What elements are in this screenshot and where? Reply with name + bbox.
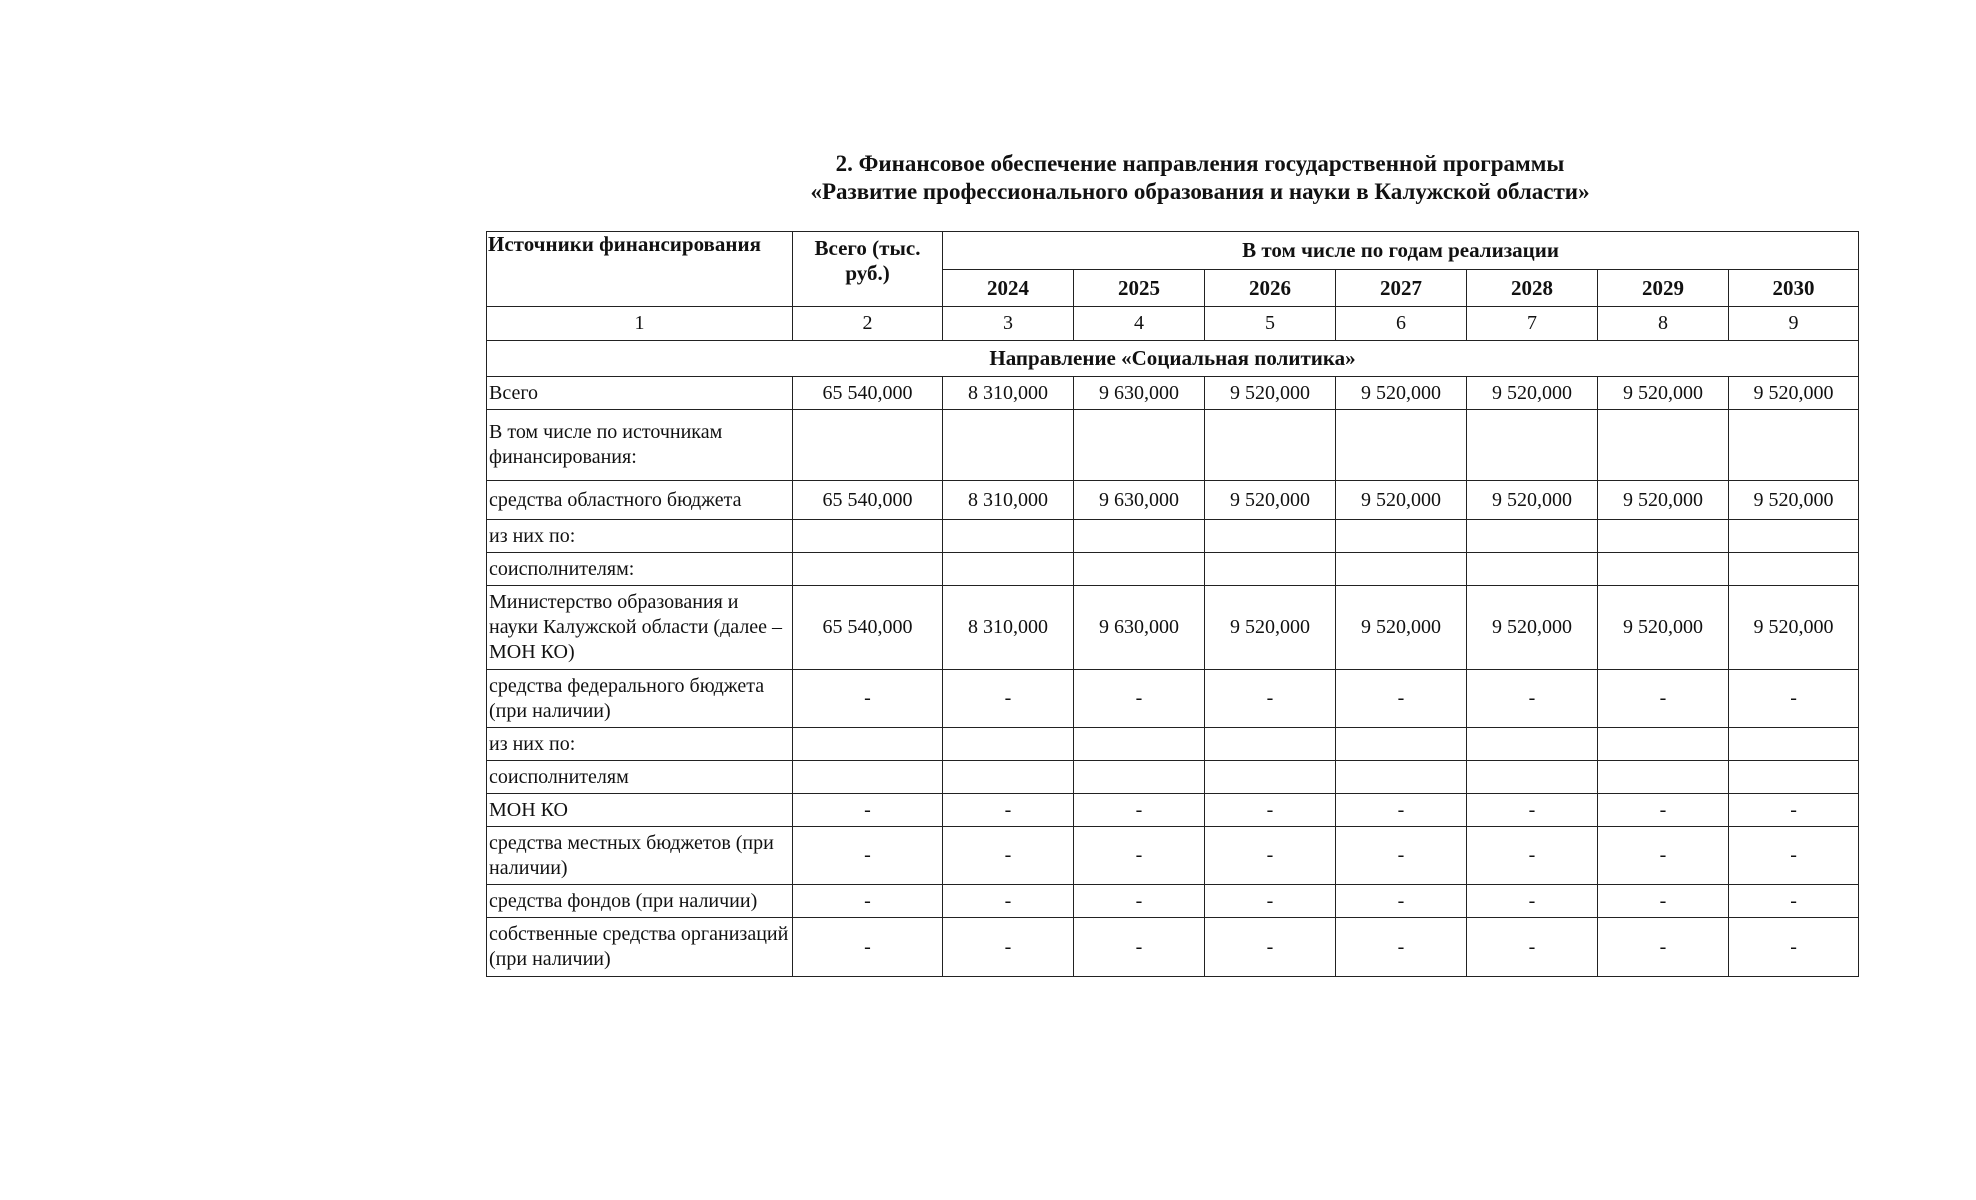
row-value: -	[943, 827, 1074, 885]
row-value	[1205, 761, 1336, 794]
row-label: соисполнителям:	[487, 553, 793, 586]
column-number: 1	[487, 307, 793, 341]
row-label: Министерство образования и науки Калужской области (далее – МОН КО)	[487, 586, 793, 670]
financing-table	[486, 231, 1859, 977]
row-value: -	[943, 794, 1074, 827]
table-row	[487, 918, 1859, 977]
row-value	[1467, 520, 1598, 553]
row-value	[1074, 553, 1205, 586]
row-value	[1336, 553, 1467, 586]
row-value: -	[1729, 670, 1859, 728]
table-row	[487, 520, 1859, 553]
row-value	[1598, 761, 1729, 794]
header-year: 2030	[1729, 270, 1859, 307]
row-value: 9 520,000	[1729, 481, 1859, 520]
column-number: 5	[1205, 307, 1336, 341]
row-value: 65 540,000	[793, 481, 943, 520]
row-label: МОН КО	[487, 794, 793, 827]
row-value	[1467, 728, 1598, 761]
row-value: 9 520,000	[1336, 377, 1467, 410]
row-value	[1467, 410, 1598, 481]
row-value: 9 520,000	[1205, 377, 1336, 410]
row-value: 65 540,000	[793, 377, 943, 410]
table-row	[487, 885, 1859, 918]
row-value: 9 520,000	[1467, 377, 1598, 410]
table-row	[487, 670, 1859, 728]
row-label: из них по:	[487, 520, 793, 553]
row-value: -	[1205, 794, 1336, 827]
header-sources: Источники финансирования	[487, 232, 793, 307]
table-row	[487, 481, 1859, 520]
row-value: -	[943, 918, 1074, 977]
row-value: -	[1205, 885, 1336, 918]
header-year: 2027	[1336, 270, 1467, 307]
section-row	[487, 341, 1859, 377]
column-number-row	[487, 307, 1859, 341]
row-value: -	[1336, 918, 1467, 977]
table-row	[487, 827, 1859, 885]
row-value	[1205, 410, 1336, 481]
row-value	[1467, 553, 1598, 586]
row-label: средства областного бюджета	[487, 481, 793, 520]
row-value: -	[1729, 794, 1859, 827]
row-value	[1729, 728, 1859, 761]
column-number: 9	[1729, 307, 1859, 341]
column-number: 4	[1074, 307, 1205, 341]
row-value: 9 520,000	[1598, 377, 1729, 410]
row-value: -	[1074, 918, 1205, 977]
row-value	[1336, 728, 1467, 761]
row-value: 9 520,000	[1598, 481, 1729, 520]
row-value	[943, 520, 1074, 553]
row-value	[793, 520, 943, 553]
row-value: -	[1336, 885, 1467, 918]
row-value: -	[1729, 827, 1859, 885]
row-value: 9 520,000	[1205, 481, 1336, 520]
column-number: 8	[1598, 307, 1729, 341]
row-value	[1598, 520, 1729, 553]
row-value: 9 520,000	[1729, 586, 1859, 670]
row-value	[793, 761, 943, 794]
row-label: средства местных бюджетов (при наличии)	[487, 827, 793, 885]
row-value	[943, 410, 1074, 481]
row-value: -	[1467, 885, 1598, 918]
row-value	[1336, 410, 1467, 481]
row-value: 8 310,000	[943, 586, 1074, 670]
header-year: 2025	[1074, 270, 1205, 307]
row-value: 9 630,000	[1074, 586, 1205, 670]
section-title: Направление «Социальная политика»	[487, 341, 1859, 377]
header-by-years: В том числе по годам реализации	[943, 232, 1859, 270]
row-value: -	[1336, 827, 1467, 885]
row-value: -	[1074, 885, 1205, 918]
row-value	[943, 728, 1074, 761]
row-value: -	[1729, 885, 1859, 918]
row-value: -	[1598, 794, 1729, 827]
row-value: -	[1467, 794, 1598, 827]
row-value	[793, 553, 943, 586]
header-total: Всего (тыс. руб.)	[793, 232, 943, 307]
row-value: 8 310,000	[943, 481, 1074, 520]
row-label: средства фондов (при наличии)	[487, 885, 793, 918]
column-number: 2	[793, 307, 943, 341]
row-value: 9 520,000	[1467, 586, 1598, 670]
row-value: -	[1467, 827, 1598, 885]
table-body	[487, 377, 1859, 977]
heading-line-2: «Развитие профессионального образования и науки в Калужской области»	[810, 179, 1590, 204]
row-value: -	[1598, 885, 1729, 918]
row-value	[1336, 520, 1467, 553]
row-value	[1336, 761, 1467, 794]
table-row	[487, 761, 1859, 794]
row-value: -	[793, 670, 943, 728]
row-value: 9 520,000	[1467, 481, 1598, 520]
row-value	[1205, 553, 1336, 586]
table-row	[487, 794, 1859, 827]
table-row	[487, 586, 1859, 670]
header-year: 2028	[1467, 270, 1598, 307]
header-year: 2029	[1598, 270, 1729, 307]
row-value: -	[793, 885, 943, 918]
row-value	[1467, 761, 1598, 794]
row-value: -	[1336, 670, 1467, 728]
row-value: -	[1467, 670, 1598, 728]
row-value: 9 520,000	[1598, 586, 1729, 670]
row-value	[1074, 761, 1205, 794]
row-value	[1729, 553, 1859, 586]
row-value	[793, 410, 943, 481]
table-row	[487, 410, 1859, 481]
row-value	[1598, 553, 1729, 586]
row-value	[1205, 520, 1336, 553]
row-value	[1729, 761, 1859, 794]
column-number: 3	[943, 307, 1074, 341]
row-value: 9 520,000	[1336, 586, 1467, 670]
row-value: 9 630,000	[1074, 481, 1205, 520]
header-year: 2024	[943, 270, 1074, 307]
row-value	[1729, 520, 1859, 553]
header-row-1	[487, 232, 1859, 270]
row-value	[1074, 520, 1205, 553]
row-label: В том числе по источникам финансирования:	[487, 410, 793, 481]
row-value: -	[1598, 918, 1729, 977]
row-value: 9 630,000	[1074, 377, 1205, 410]
row-value: -	[1729, 918, 1859, 977]
row-value: -	[1074, 670, 1205, 728]
row-value	[1598, 410, 1729, 481]
row-value: -	[943, 670, 1074, 728]
row-value: -	[1205, 827, 1336, 885]
table-row	[487, 728, 1859, 761]
row-value: -	[943, 885, 1074, 918]
table-row	[487, 377, 1859, 410]
row-value: 9 520,000	[1336, 481, 1467, 520]
row-label: Всего	[487, 377, 793, 410]
row-value: -	[793, 794, 943, 827]
row-value	[943, 553, 1074, 586]
row-label: из них по:	[487, 728, 793, 761]
row-value	[1205, 728, 1336, 761]
row-value	[1598, 728, 1729, 761]
column-number: 6	[1336, 307, 1467, 341]
row-value: -	[793, 918, 943, 977]
column-number: 7	[1467, 307, 1598, 341]
document-heading	[700, 150, 1700, 206]
row-value: -	[1205, 670, 1336, 728]
row-value: 65 540,000	[793, 586, 943, 670]
header-year: 2026	[1205, 270, 1336, 307]
row-value: -	[1074, 794, 1205, 827]
row-value: -	[1467, 918, 1598, 977]
table-row	[487, 553, 1859, 586]
row-value	[943, 761, 1074, 794]
row-value: -	[1598, 827, 1729, 885]
row-value	[1074, 410, 1205, 481]
row-value: -	[1205, 918, 1336, 977]
row-value	[1074, 728, 1205, 761]
row-value: -	[793, 827, 943, 885]
row-label: средства федерального бюджета (при наличии)	[487, 670, 793, 728]
row-value: 9 520,000	[1729, 377, 1859, 410]
row-value: -	[1336, 794, 1467, 827]
heading-line-1: 2. Финансовое обеспечение направления государственной программы	[835, 151, 1565, 176]
row-value: -	[1074, 827, 1205, 885]
row-value	[1729, 410, 1859, 481]
row-label: соисполнителям	[487, 761, 793, 794]
row-value	[793, 728, 943, 761]
row-value: 8 310,000	[943, 377, 1074, 410]
row-value: 9 520,000	[1205, 586, 1336, 670]
row-value: -	[1598, 670, 1729, 728]
row-label: собственные средства организаций (при наличии)	[487, 918, 793, 977]
